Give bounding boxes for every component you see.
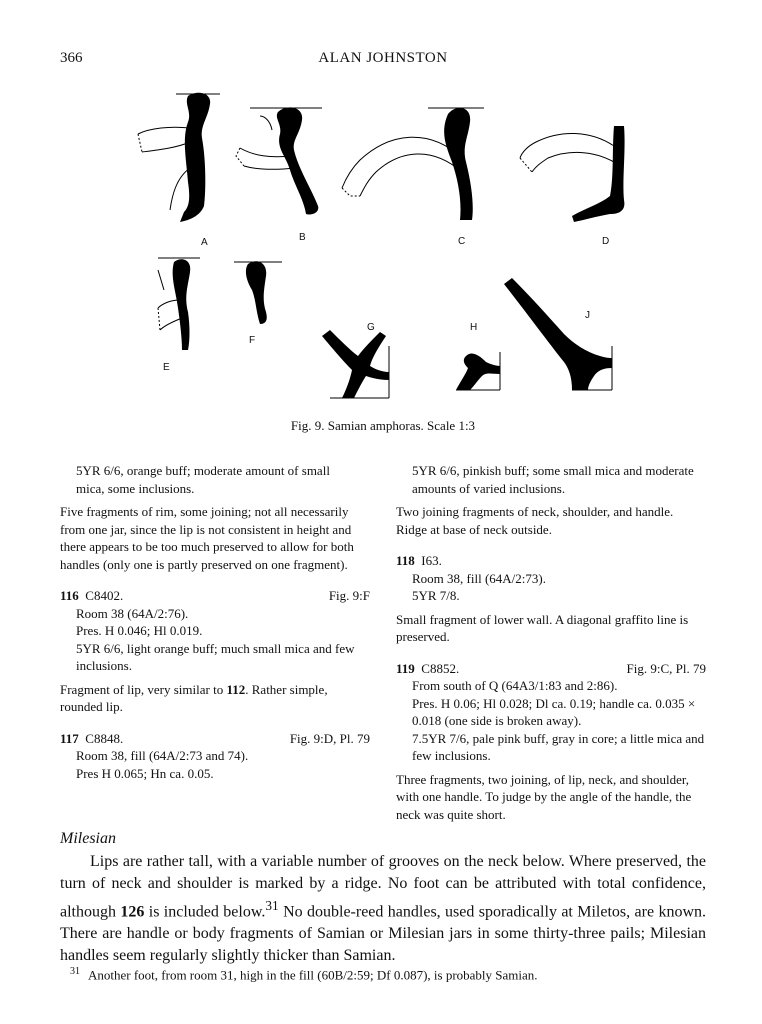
dimensions: Pres. H 0.046; Hl 0.019. xyxy=(76,623,203,638)
catalog-description: Small fragment of lower wall. A diagonal graffito line is preserved. xyxy=(396,611,689,644)
figure-reference: Fig. 9:F xyxy=(328,588,370,603)
right-column xyxy=(396,462,706,823)
profile-f xyxy=(234,261,282,324)
findspot: Room 38, fill (64A/2:73 and 74). xyxy=(76,748,249,763)
catalog-continuation: 5YR 6/6, orange buff; moderate amount of small xyxy=(76,463,330,478)
page-number: 366 xyxy=(60,50,83,66)
fabric: 5YR 6/6, pinkish buff; some small mica and moderate amounts of varied inclusions. xyxy=(412,463,694,496)
catalog-description: Fragment of lip, very similar to 112. Rather simple, rounded lip. xyxy=(60,681,328,714)
inventory-number: C8848. xyxy=(85,730,124,746)
amphora-drawings xyxy=(0,0,762,410)
figure-caption: Fig. 9. Samian amphoras. Scale 1:3 xyxy=(290,418,476,433)
catalog-entry-116-heading xyxy=(60,587,370,605)
fig-label-c: C xyxy=(458,236,466,247)
fig-label-h: H xyxy=(470,322,478,333)
catalog-number: 116 xyxy=(60,588,79,603)
catalog-description: Three fragments, two joining, of lip, neck, and shoulder, with one handle. To judge by the angle of the handle, the neck was quite short. xyxy=(396,771,692,822)
profile-g xyxy=(322,330,389,398)
footnote-text: Another foot, from room 31, high in the fill (60B/2:59; Df 0.087), is probably Samian. xyxy=(88,967,538,983)
findspot: Room 38, fill (64A/2:73). xyxy=(412,570,546,586)
catalog-entry-119-heading xyxy=(396,660,706,678)
section-title: Milesian xyxy=(60,830,116,847)
profile-e xyxy=(158,258,200,350)
footnote-mark: 31 xyxy=(70,966,80,977)
catalog-entry-117-heading xyxy=(60,730,370,748)
inventory-number: C8402. xyxy=(85,588,124,603)
catalog-description: Five fragments of rim, some joining; not all necessarily from one jar, since the lip is not consistent in height and there appears to be too much preserved to allow for both handles (only one is partly preserved on one fragment). xyxy=(60,504,354,572)
fig-label-j: J xyxy=(585,310,590,321)
profile-d xyxy=(520,126,625,222)
catalog-number: 119 xyxy=(396,660,415,676)
figure-reference: Fig. 9:D, Pl. 79 xyxy=(289,730,370,746)
findspot: From south of Q (64A3/1:83 and 2:86). xyxy=(412,678,618,693)
fig-label-g: G xyxy=(367,322,375,333)
profile-j xyxy=(504,278,612,390)
catalog-entry-118-heading xyxy=(396,552,706,570)
figure-reference: Fig. 9:C, Pl. 79 xyxy=(626,660,706,676)
inventory-number: I63. xyxy=(421,553,442,568)
fig-label-a: A xyxy=(201,237,208,248)
footnote xyxy=(60,966,706,983)
findspot: Room 38 (64A/2:76). xyxy=(76,605,189,621)
fabric: 5YR 6/6, light orange buff; much small mica and few inclusions. xyxy=(76,640,355,673)
catalog-number: 117 xyxy=(60,730,79,746)
catalog-number: 118 xyxy=(396,553,415,568)
fig-label-e: E xyxy=(163,362,170,373)
fig-label-b: B xyxy=(299,232,306,243)
running-head: ALAN JOHNSTON xyxy=(318,50,448,66)
body-paragraph: Lips are rather tall, with a variable number of grooves on the neck below. Where preserved, the turn of neck and shoulder is marked by a ridge. No foot can be attributed with total confidence, although 126 is included below.$^{31}$ No double-reed handles, used sporadically at Miletos, are known. There are handle or body fragments of Samian or Milesian jars in some thirty-three pails; Milesian handles seem regularly slightly thicker than Samian. xyxy=(60,853,706,965)
profile-a xyxy=(138,93,220,222)
dimensions: Pres. H 0.06; Hl 0.028; Dl ca. 0.19; handle ca. 0.035 × 0.018 (one side is broken away). xyxy=(412,695,696,728)
fig-label-f: F xyxy=(249,335,256,346)
catalog-description: Two joining fragments of neck, shoulder, and handle. Ridge at base of neck outside. xyxy=(396,504,674,537)
figure-9 xyxy=(0,0,762,410)
fig-label-d: D xyxy=(602,236,610,247)
profile-c xyxy=(342,108,484,220)
fabric: 5YR 7/8. xyxy=(412,588,460,603)
dimensions: Pres H 0.065; Hn ca. 0.05. xyxy=(76,765,214,781)
profile-b xyxy=(236,107,322,214)
inventory-number: C8852. xyxy=(421,660,460,676)
left-column xyxy=(60,462,370,782)
fabric: 7.5YR 7/6, pale pink buff, gray in core; a little mica and few inclusions. xyxy=(412,730,705,763)
footnote-reference: 31 xyxy=(265,898,279,913)
catalog-continuation-2: mica, some inclusions. xyxy=(76,480,195,496)
profile-h xyxy=(456,352,500,390)
